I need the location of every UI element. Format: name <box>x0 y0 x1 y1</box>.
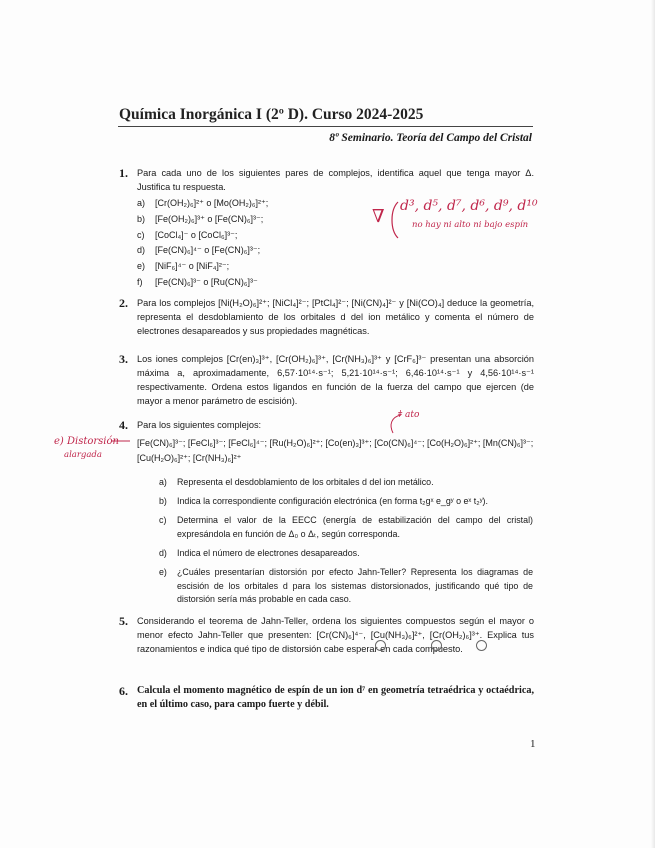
handwritten-note: ǂ ato <box>398 410 420 420</box>
scan-edge <box>651 0 655 848</box>
arrow-mark <box>112 436 132 446</box>
list-item: d) Indica el número de electrones desapareados. <box>159 547 360 558</box>
handwritten-note: d³, d⁵, d⁷, d⁶, d⁹, d¹⁰ <box>400 198 538 214</box>
question-text: Para los complejos [Ni(H₂O)₆]²⁺; [NiCl₄]²⁻; [PtCl₄]²⁻; [Ni(CN)₄]²⁻ y [Ni(CO)₄] deduce la geometría, representa el desdoblamiento de los orbitales d del ion metálico y comenta el número de electrones desapareados y sus propiedades magnéticas. <box>137 298 534 336</box>
question-number: 6. <box>119 684 128 698</box>
question-text: Para cada uno de los siguientes pares de complejos, identifica aquel que tenga mayor Δ. Justifica tu respuesta. <box>137 168 534 192</box>
question-number: 2. <box>119 296 128 310</box>
handwritten-note: e) Distorsión <box>54 436 119 447</box>
complex-list: [Fe(CN)₆]³⁻; [FeCl₆]³⁻; [FeCl₆]⁴⁻; [Ru(H₂O)₆]²⁺; [Co(en)₃]³⁺; [Co(CN)₆]⁴⁻; [Co(H₂O)₆]²⁺; [Mn(CN)₆]³⁻; [Cu(H₂O)₆]²⁺; [Cr(NH₃)₆]²⁺ <box>137 438 534 463</box>
question-text: Considerando el teorema de Jahn-Teller, ordena los siguientes compuestos según el mayor o menor efecto Jahn-Teller que presenten: [Cr(CN)₆]⁴⁻, [Cu(NH₃)₆]²⁺, [Cr(OH₂)₆]³⁺. Explica tus razonamientos e indica qué tipo de distorsión cabe esperar en cada compuesto. <box>137 616 534 654</box>
list-item: b) [Fe(OH₂)₆]³⁺ o [Fe(CN)₆]³⁻; <box>137 213 264 224</box>
list-item: b) Indica la correspondiente configuración electrónica (en forma t₂gˣ e_gʸ o eˣ t₂ʸ). <box>159 496 488 507</box>
title-divider <box>118 126 533 127</box>
circle-mark <box>431 640 442 651</box>
circle-mark <box>375 640 386 651</box>
question-4 <box>119 418 537 612</box>
question-text: Calcula el momento magnético de espín de un ion d⁷ en geometría tetraédrica y octaédrica, en el último caso, para campo fuerte y débil. <box>137 685 534 710</box>
list-item: e) [NiF₆]⁴⁻ o [NiF₄]²⁻; <box>137 261 230 272</box>
list-item: c) [CoCl₄]⁻ o [CoCl₆]³⁻; <box>137 229 238 240</box>
question-number: 5. <box>119 614 128 628</box>
list-item: e) ¿Cuáles presentarían distorsión por efecto Jahn-Teller? Representa los diagramas de escisión de los orbitales d para los sistemas distorsionados, justificando qué tipo de distorsión sería más probable en cada caso. <box>159 566 533 605</box>
document-subtitle: 8º Seminario. Teoría del Campo del Cristal <box>329 132 532 144</box>
question-3 <box>119 352 534 408</box>
question-6 <box>119 684 534 712</box>
list-item: d) [Fe(CN)₆]⁴⁻ o [Fe(CN)₆]³⁻; <box>137 245 261 256</box>
handwritten-note: no hay ni alto ni bajo espín <box>412 220 529 230</box>
list-item: c) Determina el valor de la EECC (energía de estabilización del campo del cristal) expresándola en función de Δ₀ o Δₜ, según corresponda. <box>159 515 533 539</box>
question-number: 3. <box>119 352 128 366</box>
question-text: Para los siguientes complejos: <box>137 420 262 430</box>
handwritten-bracket: ∇ <box>372 206 385 227</box>
arrow-mark <box>385 413 405 435</box>
list-item: a) Representa el desdoblamiento de los orbitales d del ion metálico. <box>159 477 434 487</box>
list-item: f) [Fe(CN)₆]³⁻ o [Ru(CN)₆]³⁻ <box>137 276 258 287</box>
document-title: Química Inorgánica I (2º D). Curso 2024-2025 <box>119 106 424 123</box>
question-text: Los iones complejos [Cr(en)₃]³⁺, [Cr(OH₂)₆]³⁺, [Cr(NH₃)₆]³⁺ y [CrF₆]³⁻ presentan una absorción máxima a, aproximadamente, 6,57·10¹⁴·s⁻¹; 5,21·10¹⁴·s⁻¹; 6,46·10¹⁴·s⁻¹ y 4,56·10¹⁴·s⁻¹ respectivamente. Ordena estos ligandos en función de la fuerza del campo que ejercen (de mayor a menor parámetro de escisión). <box>137 354 534 406</box>
list-item: a) [Cr(OH₂)₆]²⁺ o [Mo(OH₂)₆]²⁺; <box>137 198 269 208</box>
question-number: 1. <box>119 166 128 180</box>
page-number: 1 <box>530 738 536 750</box>
question-5 <box>119 614 534 656</box>
question-2 <box>119 296 534 338</box>
question-4-subitems <box>159 476 537 607</box>
question-number: 4. <box>119 418 128 432</box>
circle-mark <box>476 640 487 651</box>
handwritten-note: alargada <box>64 450 102 460</box>
